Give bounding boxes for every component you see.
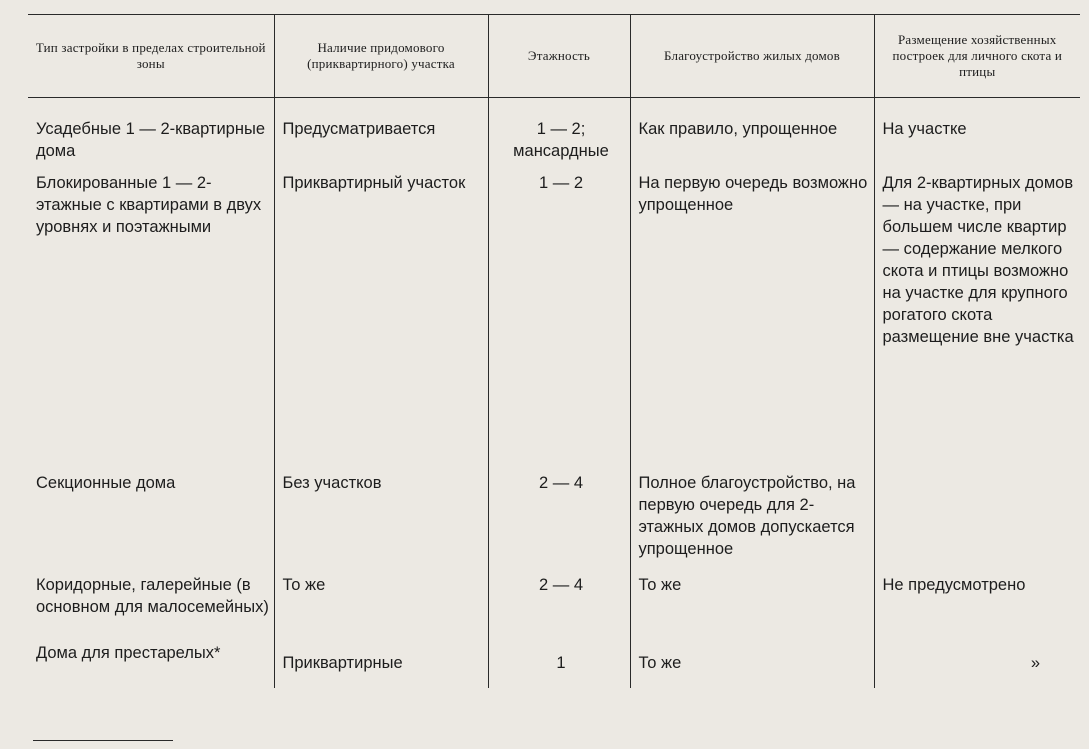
cell-outbuildings: Не предусмотрено	[874, 570, 1080, 642]
cell-plot: Без участков	[274, 452, 488, 570]
cell-amenities: Как правило, упрощенное	[630, 98, 874, 163]
cell-type: Секционные дома	[36, 474, 176, 492]
table-row	[28, 162, 1080, 452]
cell-amenities: Полное благоустройство, на первую очередь для 2-этажных домов допускается упрощенное	[630, 452, 874, 570]
column-header-floors: Этажность	[488, 15, 630, 98]
cell-plot: Приквартирный участок	[274, 162, 488, 452]
column-header-plot: Наличие придомового (приквартирного) участка	[274, 15, 488, 98]
table-row	[28, 642, 1080, 688]
table-row	[28, 570, 1080, 642]
cell-floors: 2 — 4	[488, 452, 630, 570]
cell-outbuildings: Для 2-квартирных домов — на участке, при большем числе квартир — содержание мелкого скота и птицы возможно на участке для крупного рогатого скота размещение вне участка	[874, 162, 1080, 452]
column-header-outbuildings: Размещение хозяйственных построек для личного скота и птицы	[874, 15, 1080, 98]
cell-type: Дома для престарелых*	[36, 644, 221, 662]
cell-outbuildings: »	[874, 642, 1080, 688]
table-row	[28, 452, 1080, 570]
table-header-row	[28, 15, 1080, 98]
cell-plot: Приквартирные	[274, 642, 488, 688]
cell-plot: Предусматривается	[274, 98, 488, 163]
cell-floors: 1 — 2	[488, 162, 630, 452]
cell-floors: 1 — 2; мансардные	[488, 98, 630, 163]
housing-table	[28, 14, 1080, 688]
cell-outbuildings: На участке	[874, 98, 1080, 163]
cell-floors: 2 — 4	[488, 570, 630, 642]
column-header-amenities: Благоустройство жилых домов	[630, 15, 874, 98]
cell-outbuildings	[874, 452, 1080, 570]
cell-type: Коридорные, галерейные (в основном для малосемейных)	[36, 576, 269, 616]
cell-amenities: То же	[630, 642, 874, 688]
column-header-type: Тип застройки в пределах строительной зоны	[35, 40, 266, 71]
cell-plot: То же	[274, 570, 488, 642]
table-row	[28, 98, 1080, 163]
cell-floors: 1	[488, 642, 630, 688]
cell-amenities: На первую очередь возможно упрощенное	[630, 162, 874, 452]
cell-type: Усадебные 1 — 2-квартирные дома	[36, 120, 266, 160]
footnote-rule	[33, 740, 173, 741]
cell-type: Блокированные 1 — 2-этажные с квартирами в двух уровнях и поэтажными	[36, 174, 262, 236]
cell-amenities: То же	[630, 570, 874, 642]
